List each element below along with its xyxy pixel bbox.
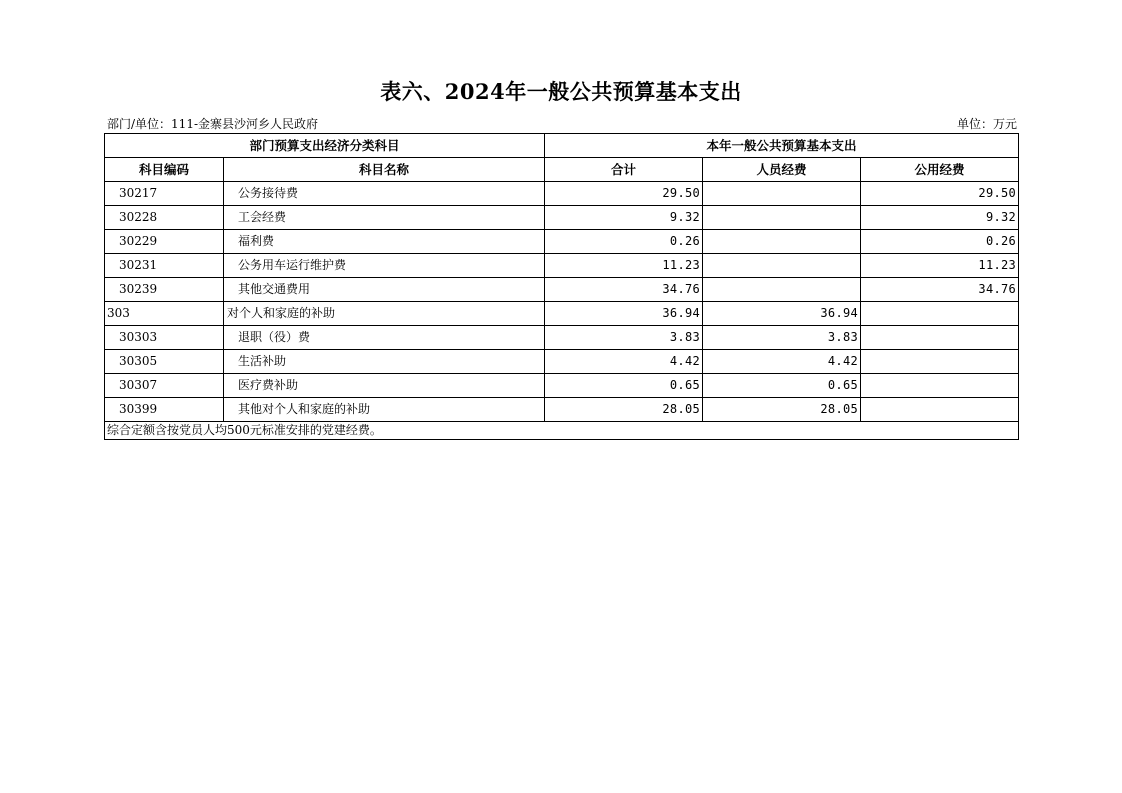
- cell-public: [861, 374, 1019, 398]
- cell-public: [861, 302, 1019, 326]
- table-row: [105, 254, 1019, 278]
- cell-total: 36.94: [545, 302, 703, 326]
- table-note: 综合定额含按党员人均500元标准安排的党建经费。: [105, 422, 1019, 440]
- cell-name: 对个人和家庭的补助: [224, 302, 545, 326]
- cell-name: 公务用车运行维护费: [224, 254, 545, 278]
- table-row: [105, 374, 1019, 398]
- cell-personnel: [703, 278, 861, 302]
- cell-code: 30239: [105, 278, 224, 302]
- cell-public: [861, 398, 1019, 422]
- cell-total: 0.65: [545, 374, 703, 398]
- page-title: 表六、2024年一般公共预算基本支出: [380, 79, 742, 104]
- group-header-expenditure: 本年一般公共预算基本支出: [545, 134, 1019, 158]
- cell-total: 11.23: [545, 254, 703, 278]
- column-header-code: 科目编码: [105, 158, 224, 182]
- cell-total: 4.42: [545, 350, 703, 374]
- column-header-personnel: 人员经费: [703, 158, 861, 182]
- unit-label: 单位：万元: [956, 117, 1017, 131]
- table-row: [105, 230, 1019, 254]
- column-header-total: 合计: [545, 158, 703, 182]
- cell-public: 11.23: [861, 254, 1019, 278]
- cell-public: 9.32: [861, 206, 1019, 230]
- cell-code: 30228: [105, 206, 224, 230]
- department-label: 部门/单位：111-金寨县沙河乡人民政府: [107, 117, 319, 131]
- cell-personnel: [703, 206, 861, 230]
- table-note-row: [105, 422, 1019, 440]
- cell-personnel: 28.05: [703, 398, 861, 422]
- table-row: [105, 398, 1019, 422]
- budget-table: [104, 133, 1019, 440]
- cell-public: 29.50: [861, 182, 1019, 206]
- table-column-header-row: [105, 158, 1019, 182]
- cell-personnel: 3.83: [703, 326, 861, 350]
- cell-name: 生活补助: [224, 350, 545, 374]
- cell-personnel: [703, 182, 861, 206]
- table-row: [105, 182, 1019, 206]
- cell-code: 30231: [105, 254, 224, 278]
- cell-name: 医疗费补助: [224, 374, 545, 398]
- cell-name: 工会经费: [224, 206, 545, 230]
- cell-code: 303: [105, 302, 224, 326]
- cell-name: 公务接待费: [224, 182, 545, 206]
- cell-total: 29.50: [545, 182, 703, 206]
- cell-code: 30305: [105, 350, 224, 374]
- cell-public: [861, 350, 1019, 374]
- cell-total: 3.83: [545, 326, 703, 350]
- table-row: [105, 302, 1019, 326]
- table-row: [105, 350, 1019, 374]
- cell-code: 30229: [105, 230, 224, 254]
- cell-personnel: 0.65: [703, 374, 861, 398]
- cell-name: 其他对个人和家庭的补助: [224, 398, 545, 422]
- cell-total: 9.32: [545, 206, 703, 230]
- cell-personnel: 4.42: [703, 350, 861, 374]
- cell-code: 30307: [105, 374, 224, 398]
- column-header-name: 科目名称: [224, 158, 545, 182]
- table-row: [105, 326, 1019, 350]
- table-row: [105, 206, 1019, 230]
- cell-personnel: [703, 230, 861, 254]
- cell-code: 30399: [105, 398, 224, 422]
- cell-name: 福利费: [224, 230, 545, 254]
- table-group-header-row: [105, 134, 1019, 158]
- cell-personnel: 36.94: [703, 302, 861, 326]
- cell-total: 28.05: [545, 398, 703, 422]
- group-header-classification: 部门预算支出经济分类科目: [105, 134, 545, 158]
- cell-public: [861, 326, 1019, 350]
- column-header-public: 公用经费: [861, 158, 1019, 182]
- cell-name: 退职（役）费: [224, 326, 545, 350]
- cell-code: 30303: [105, 326, 224, 350]
- cell-total: 0.26: [545, 230, 703, 254]
- cell-total: 34.76: [545, 278, 703, 302]
- table-row: [105, 278, 1019, 302]
- cell-personnel: [703, 254, 861, 278]
- cell-code: 30217: [105, 182, 224, 206]
- cell-public: 0.26: [861, 230, 1019, 254]
- cell-name: 其他交通费用: [224, 278, 545, 302]
- cell-public: 34.76: [861, 278, 1019, 302]
